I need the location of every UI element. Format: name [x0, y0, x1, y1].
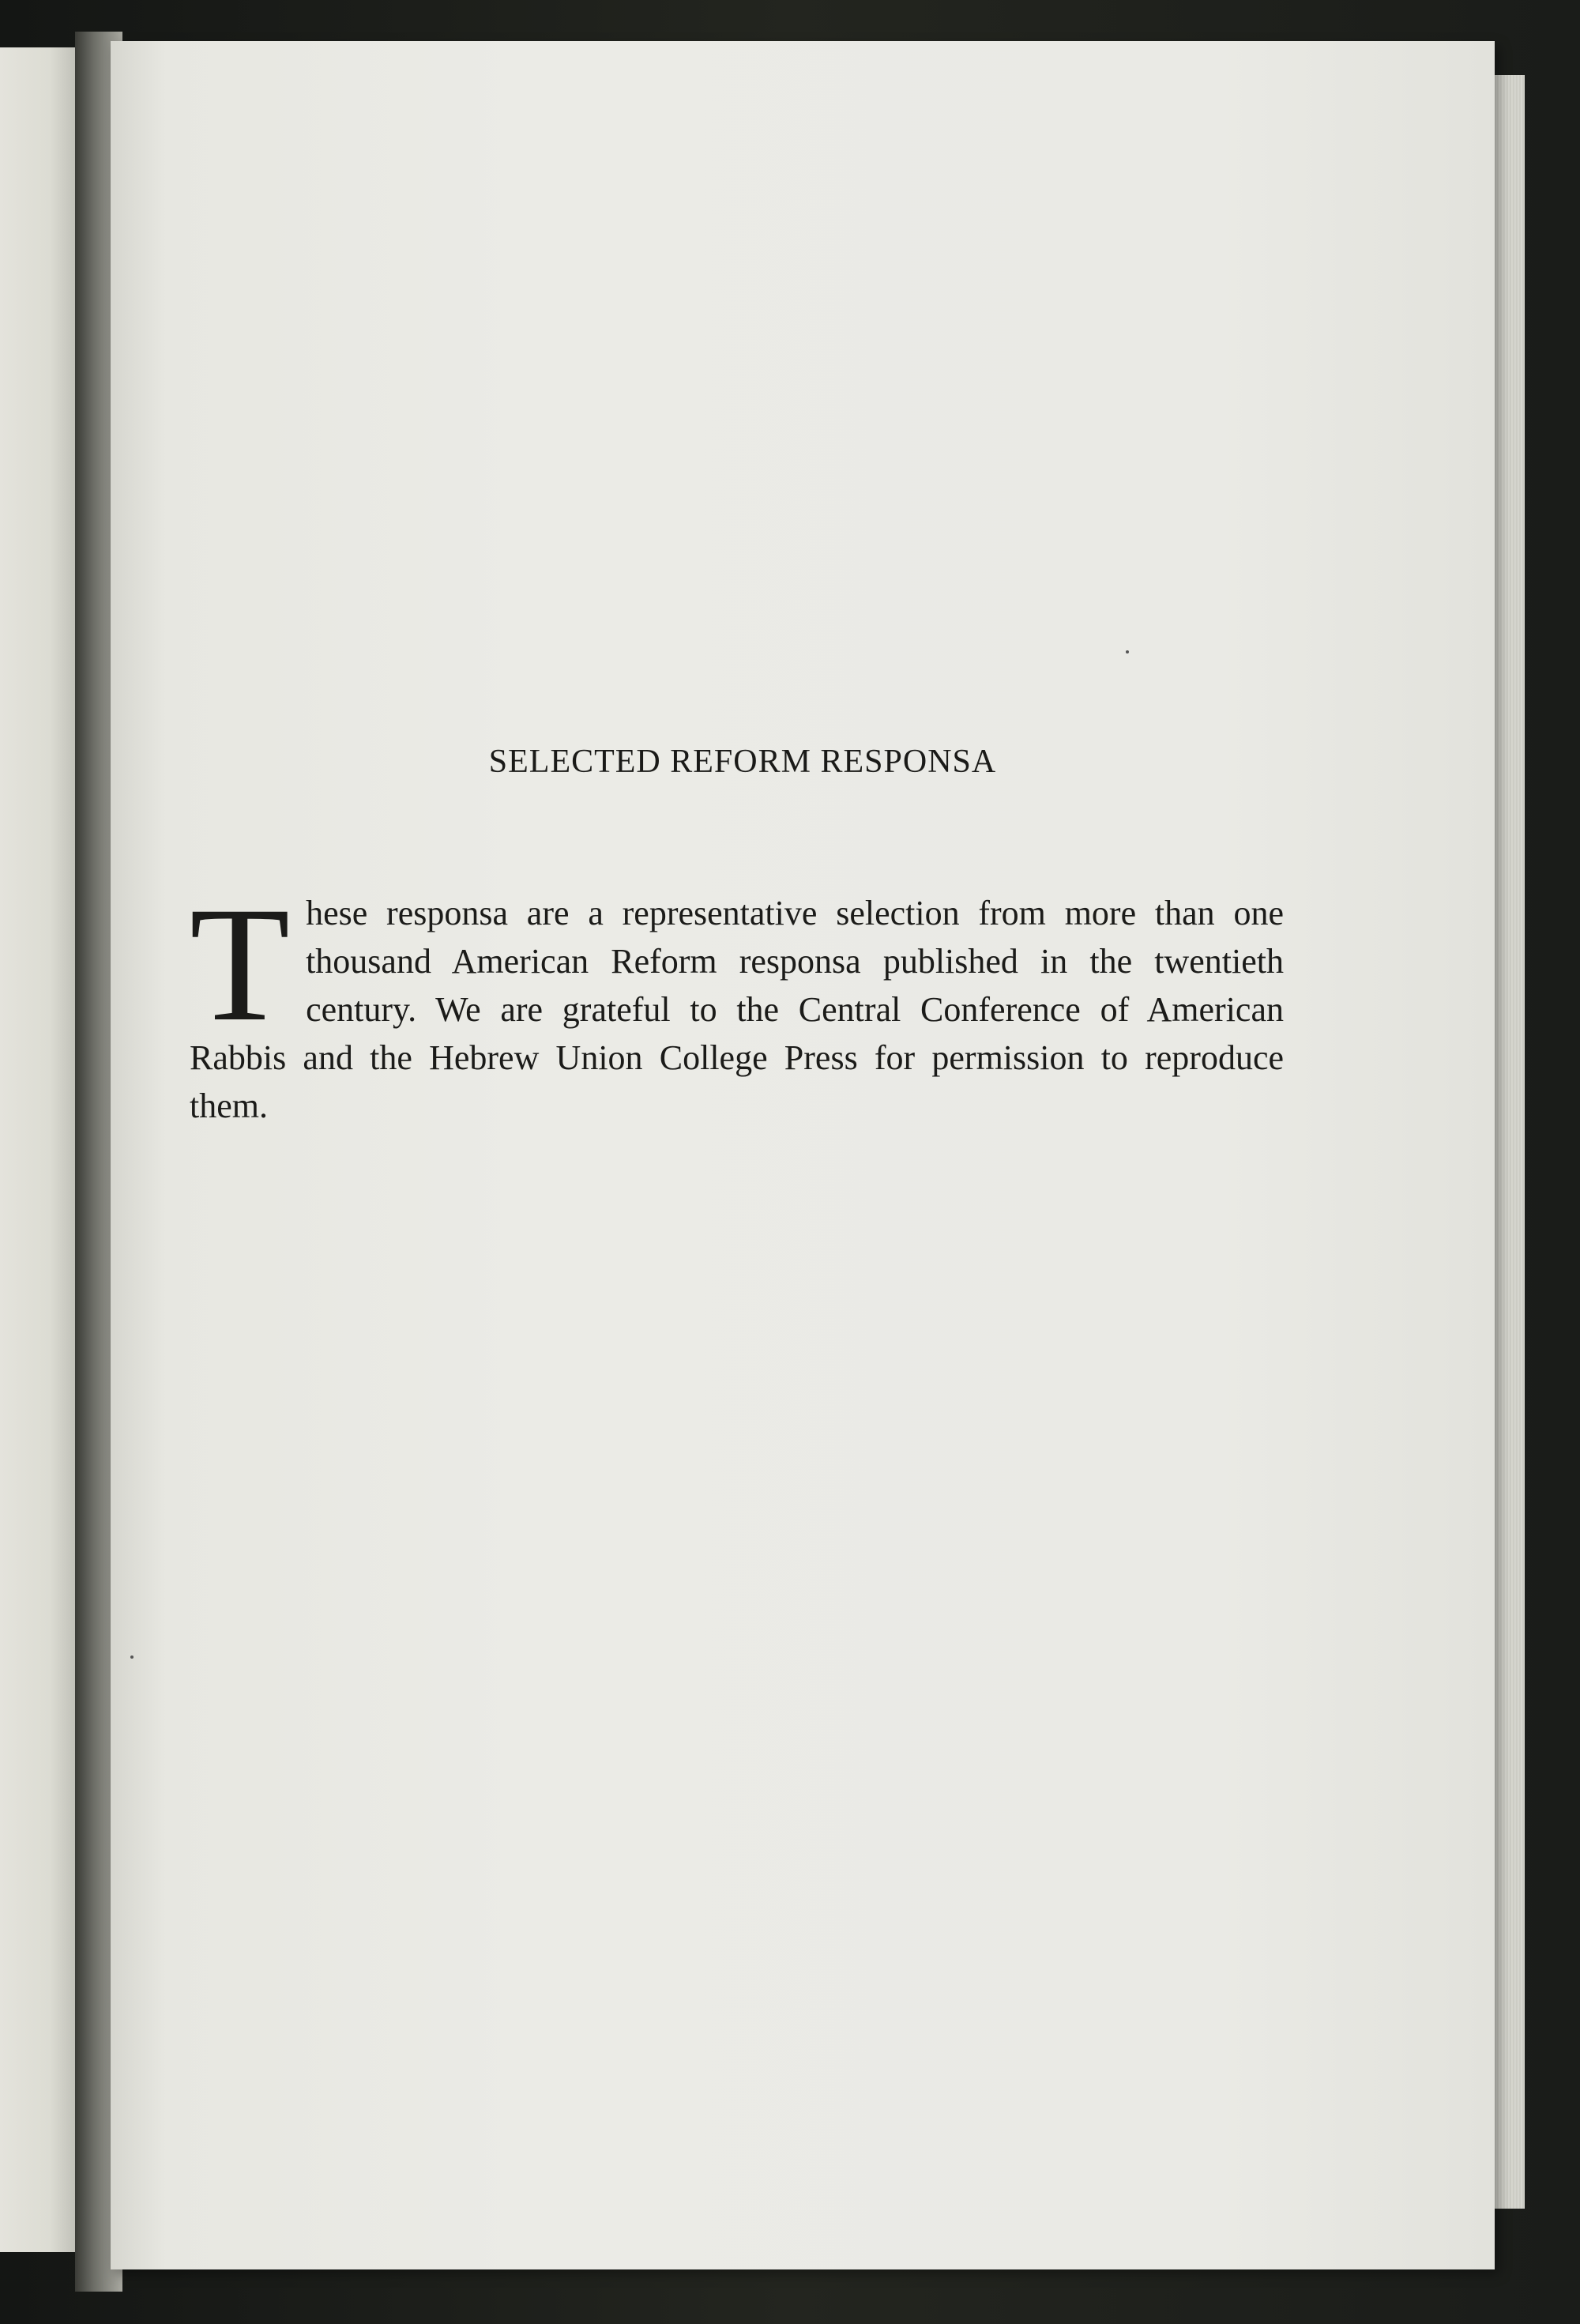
dust-speck	[1126, 650, 1129, 654]
bleed-through-text	[178, 292, 1276, 357]
book-page	[111, 41, 1495, 2269]
intro-paragraph	[190, 873, 1284, 1130]
page-heading: SELECTED REFORM RESPONSA	[488, 744, 997, 780]
drop-cap: T	[190, 873, 291, 1055]
intro-text: hese responsa are a representative selection from more than one thousand American Reform responsa published in the twentieth century. We are grateful to the Central Conference of American Rabbis and the Hebrew Union College Press for permission to reproduce them.	[190, 894, 1284, 1125]
page-stack-edge	[1493, 75, 1525, 2209]
dust-speck	[130, 1655, 134, 1659]
left-page-edge	[0, 47, 83, 2252]
